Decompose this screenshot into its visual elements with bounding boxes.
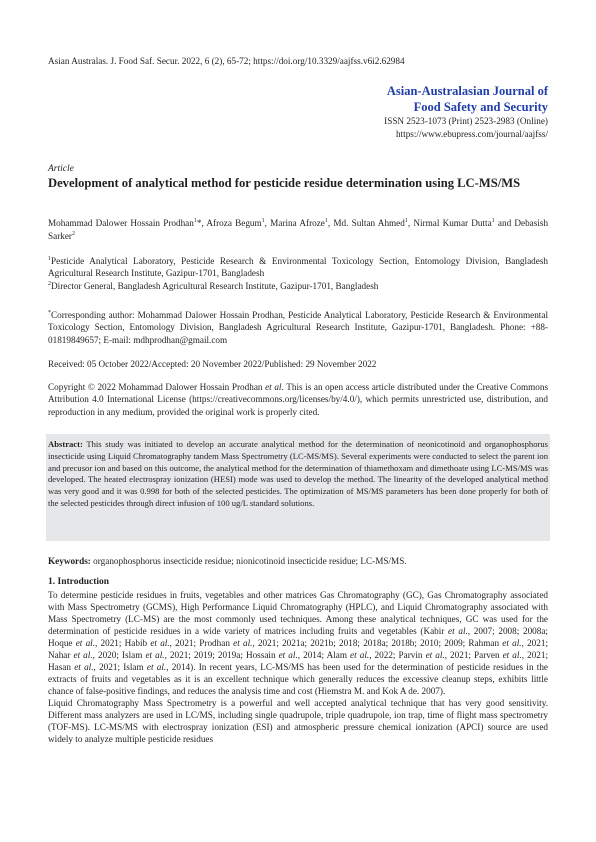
- intro-text: , 2021; Hasan: [48, 650, 549, 672]
- affiliation-2: [48, 280, 548, 292]
- intro-etal: et al.: [150, 638, 170, 648]
- author-affiliation-mark: 1: [193, 218, 197, 224]
- author-name: Mohammad Dalower Hossain Prodhan: [48, 218, 194, 228]
- intro-etal: et al.: [74, 662, 94, 672]
- intro-text: , 2020; Islam: [92, 650, 146, 660]
- abstract-label: Abstract:: [48, 439, 83, 449]
- keywords: [48, 556, 407, 566]
- author-list: Mohammad Dalower Hossain Prodhan$^1$*, Afroza Begum$^1$, Marina Afroze$^1$, Md. Sultan Ahmed$^1$, Nirmal Kumar Dutta$^1$ and Debasish Sarker$^2$: [48, 218, 549, 241]
- intro-text: , 2021; Islam: [93, 662, 147, 672]
- copyright-etal: et al: [265, 382, 282, 392]
- intro-etal: et al.: [145, 650, 165, 660]
- intro-etal: et al.: [278, 650, 298, 660]
- author-affiliation-mark: 1: [261, 218, 265, 224]
- intro-text: , 2021; Prodhan: [169, 638, 234, 648]
- copyright-notice: [48, 381, 548, 418]
- author-conjunction: and: [497, 218, 512, 228]
- article-title: Development of analytical method for pesticide residue determination using LC-MS/MS: [48, 176, 521, 190]
- intro-text: , 2014; Alam: [297, 650, 351, 660]
- author-affiliation-mark: 1: [404, 218, 408, 224]
- copyright-text: Copyright © 2022 Mohammad Dalower Hossain Prodhan: [48, 382, 263, 392]
- intro-etal: et al.: [502, 638, 522, 648]
- intro-etal: et al.: [73, 650, 93, 660]
- intro-text: , 2021; 2021a; 2021b; 2018; 2018a; 2018b; 2010; 2009; Rahman: [252, 638, 503, 648]
- article-type: Article: [48, 164, 74, 174]
- affiliation-text: Director General, Bangladesh Agricultural Research Institute, Gazipur-1701, Bangladesh: [51, 281, 379, 291]
- author-affiliation-mark: 2: [71, 230, 75, 237]
- intro-etal: et al.: [350, 650, 370, 660]
- publication-dates: Received: 05 October 2022/Accepted: 20 November 2022/Published: 29 November 2022: [48, 359, 377, 369]
- intro-text: , 2021; Parven: [444, 650, 503, 660]
- intro-etal: et al.: [425, 650, 445, 660]
- journal-title-line-1: Asian-Australasian Journal of: [386, 84, 548, 98]
- author-affiliation-mark: 1: [491, 218, 495, 224]
- affiliation-number: 2: [48, 281, 51, 287]
- journal-issn: ISSN 2523-1073 (Print) 2523-2983 (Online): [384, 116, 548, 126]
- abstract-text: This study was initiated to develop an accurate analytical method for the determination of neonicotinoid and organophosphorus insecticide using Liquid Chromatography tandem Mass Spectrometry (LC-MS/MS). Several experiments were conducted to select the parent ion and precusor ion and based on this outcome, the analytical method for the determination of thiamethoxam and dimethoate using LC-MS/MS was developed. The heated electrospray ionization (HESI) mode was used to develop the method. The linearity of the developed analytical method was very good and it was 0.998 for both of the selected pesticides. The optimization of MS/MS parameters has been done properly for both of the selected pesticides through direct infusion of 100 ug/L standard solutions.: [48, 439, 548, 508]
- introduction-paragraph-1: [48, 589, 548, 697]
- affiliation-1: [48, 255, 548, 280]
- author-name: Afroza Begum: [206, 218, 262, 228]
- copyright-text-rest: . This is an open access article distributed under the Creative Commons Attribution 4.0 International License (https://creativecommons.org/licenses/by/4.0/), which permits unrestricted use, distribution, and reproduction in any medium, provided the original work is properly cited.: [48, 382, 549, 417]
- abstract: [48, 439, 548, 510]
- author-affiliation-mark: 1: [324, 218, 328, 224]
- journal-title-line-2: Food Safety and Security: [413, 99, 548, 114]
- intro-etal: et al.: [448, 626, 468, 636]
- keywords-text: organophosphorus insecticide residue; nionicotinoid insecticide residue; LC-MS/MS.: [93, 556, 407, 566]
- intro-etal: et al.: [502, 650, 522, 660]
- author-name: Md. Sultan Ahmed: [333, 218, 405, 228]
- intro-text: , 2007; 2008; 2008a; Hoque: [48, 626, 548, 648]
- intro-text: , 2021; 2019; 2019a; Hossain: [164, 650, 279, 660]
- author-name: Marina Afroze: [270, 218, 325, 228]
- intro-text: , 2022; Parvin: [369, 650, 426, 660]
- section-heading-introduction: 1. Introduction: [48, 577, 110, 587]
- intro-etal: et al.: [233, 638, 253, 648]
- journal-header: [384, 84, 548, 140]
- intro-text: , 2021; Habib: [95, 638, 151, 648]
- intro-etal: et al.: [75, 638, 96, 648]
- corresponding-mark: *: [48, 310, 51, 316]
- corresponding-author: [48, 309, 548, 346]
- journal-url[interactable]: https://www.ebupress.com/journal/aajfss/: [396, 128, 548, 139]
- intro-etal: et al.: [146, 662, 167, 672]
- corresponding-author-mark: *: [196, 218, 202, 228]
- intro-text: , 2014). In recent years, LC-MS/MS has been used for the determination of pesticide residues in the extracts of fruits and vegetables as it is an excellent technique which generally reduces the excessive cleanup steps, exhibits little chance of false-positive findings, and reduces the analysis time and cost (Hiemstra M. and Kok A de. 2007).: [48, 662, 549, 696]
- author-name: Nirmal Kumar Dutta: [413, 218, 492, 228]
- intro-text: To determine pesticide residues in fruits, vegetables and other matrices Gas Chromatography (GC), Gas Chromatography associated with Mass Spectrometry (GCMS), High Performance Liquid Chromatography (HPLC), and Liquid Chromatography associated with Mass Spectrometry (LC-MS) are the most commonly used techniques. Among these analytical techniques, GC was used for the determination of pesticide residues in a wide variety of matrices including fruits and vegetables (Kabir: [48, 590, 548, 636]
- affiliation-number: 1: [48, 256, 51, 262]
- introduction-body: [48, 589, 548, 745]
- keywords-label: Keywords:: [48, 556, 91, 566]
- affiliation-text: Pesticide Analytical Laboratory, Pesticide Research & Environmental Toxicology Section, Entomology Division, Bangladesh Agricultural Research Institute, Gazipur-1701, Bangladesh: [48, 256, 548, 279]
- author-name: Debasish Sarker: [48, 218, 549, 241]
- corresponding-text: Corresponding author: Mohammad Dalower Hossain Prodhan, Pesticide Analytical Laboratory, Pesticide Research & Environmental Toxicology Section, Entomology Division, Bangladesh Agricultural Research Institute, Gazipur-1701, Bangladesh. Phone: +88-01819849657; E-mail: mdhprodhan@gmail.com: [48, 310, 548, 345]
- running-head: Asian Australas. J. Food Saf. Secur. 2022, 6 (2), 65-72; https://doi.org/10.3329/aajfss.v6i2.62984: [48, 56, 405, 66]
- intro-text: , 2021; Nahar: [48, 638, 549, 660]
- introduction-paragraph-2: Liquid Chromatography Mass Spectrometry is a powerful and well accepted analytical technique that has very good sensitivity. Different mass analyzers are used in LC/MS, including single quadrupole, triple quadrupole, ion trap, time of flight mass spectrometry (TOF-MS). LC-MS/MS with electrospray ionization (ESI) and atmospheric pressure chemical ionization (APCI) source are used widely to analyze multiple pesticide residues: [48, 698, 548, 744]
